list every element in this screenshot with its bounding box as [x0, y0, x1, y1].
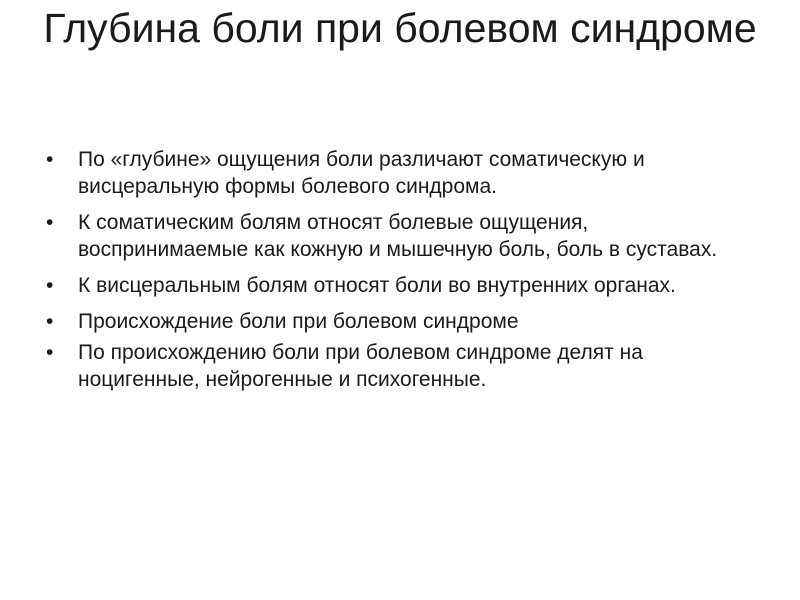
bullet-text: К соматическим болям относят болевые ощущения, воспринимаемые как кожную и мышечную боль, боль в суставах.	[78, 211, 718, 261]
slide-title: Глубина боли при болевом синдроме	[43, 5, 757, 51]
bullet-icon: •	[46, 211, 54, 234]
bullet-icon: •	[46, 148, 54, 171]
list-item	[44, 339, 764, 393]
list-item	[44, 146, 764, 200]
bullet-icon: •	[46, 274, 54, 297]
list-item	[44, 209, 764, 263]
bullet-text: По «глубине» ощущения боли различают соматическую и висцеральную формы болевого синдрома.	[78, 148, 645, 198]
bullet-icon: •	[46, 310, 54, 333]
bullet-text: К висцеральным болям относят боли во внутренних органах.	[78, 274, 676, 297]
bullet-text: По происхождению боли при болевом синдроме делят на ноцигенные, нейрогенные и психогенные.	[78, 341, 643, 391]
list-item	[44, 308, 764, 335]
list-item	[44, 272, 764, 299]
bullet-list	[44, 146, 764, 402]
bullet-icon: •	[46, 341, 54, 364]
bullet-text: Происхождение боли при болевом синдроме	[78, 310, 519, 333]
